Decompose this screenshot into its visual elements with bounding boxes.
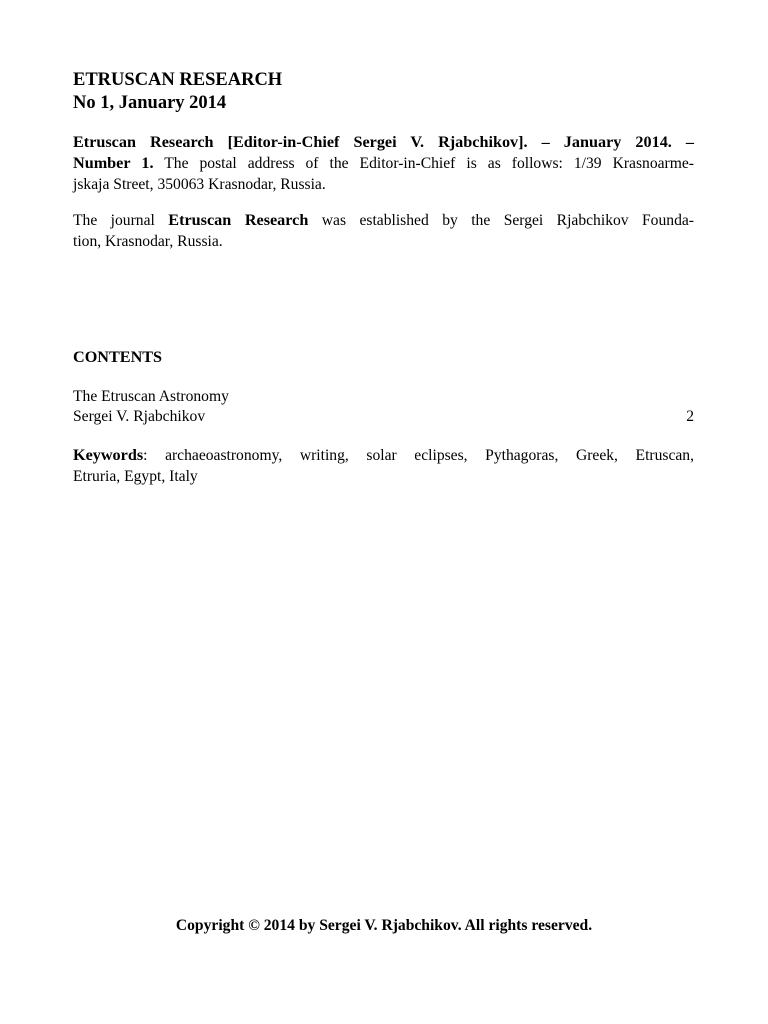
- foundation-prefix: The journal: [73, 212, 169, 229]
- keywords-line-1: [73, 445, 694, 466]
- keywords-line-2: Etruria, Egypt, Italy: [73, 468, 198, 485]
- imprint-address: The postal address of the Editor-in-Chief is as follows: 1/39 Krasnoarme-: [164, 155, 694, 172]
- contents-heading: CONTENTS: [73, 348, 163, 366]
- toc-entry-page: 2: [686, 408, 694, 425]
- imprint-bold-number: Number 1.: [73, 154, 154, 172]
- journal-title: ETRUSCAN RESEARCH: [73, 70, 283, 90]
- toc-entry: [73, 387, 694, 427]
- foundation-suffix: was established by the Sergei Rjabchikov Founda-: [308, 212, 694, 229]
- keywords-label: Keywords: [73, 446, 144, 464]
- copyright-notice: Copyright © 2014 by Sergei V. Rjabchikov. All rights reserved.: [175, 917, 593, 934]
- imprint-bold-title: Etruscan Research [Editor-in-Chief Sergei V. Rjabchikov]. – January 2014. –: [73, 133, 694, 151]
- foundation-line-1: [73, 210, 694, 231]
- issue-line: No 1, January 2014: [73, 93, 227, 113]
- toc-entry-author-line: [73, 407, 694, 427]
- keywords-list-1: : archaeoastronomy, writing, solar eclipses, Pythagoras, Greek, Etruscan,: [143, 447, 694, 464]
- contents-section: [73, 347, 694, 368]
- toc-entry-title-line: [73, 387, 694, 407]
- imprint-paragraph: [73, 132, 694, 195]
- foundation-line-2: tion, Krasnodar, Russia.: [73, 233, 223, 250]
- keywords-paragraph: [73, 445, 694, 487]
- journal-header: [73, 69, 694, 115]
- toc-entry-author: Sergei V. Rjabchikov: [73, 408, 206, 425]
- imprint-line-2: [73, 153, 694, 174]
- imprint-line-3: jskaja Street, 350063 Krasnodar, Russia.: [73, 176, 326, 193]
- toc-entry-title: The Etruscan Astronomy: [73, 388, 229, 405]
- journal-name: Etruscan Research: [168, 211, 309, 229]
- foundation-paragraph: [73, 210, 694, 252]
- imprint-line-1: [73, 132, 694, 153]
